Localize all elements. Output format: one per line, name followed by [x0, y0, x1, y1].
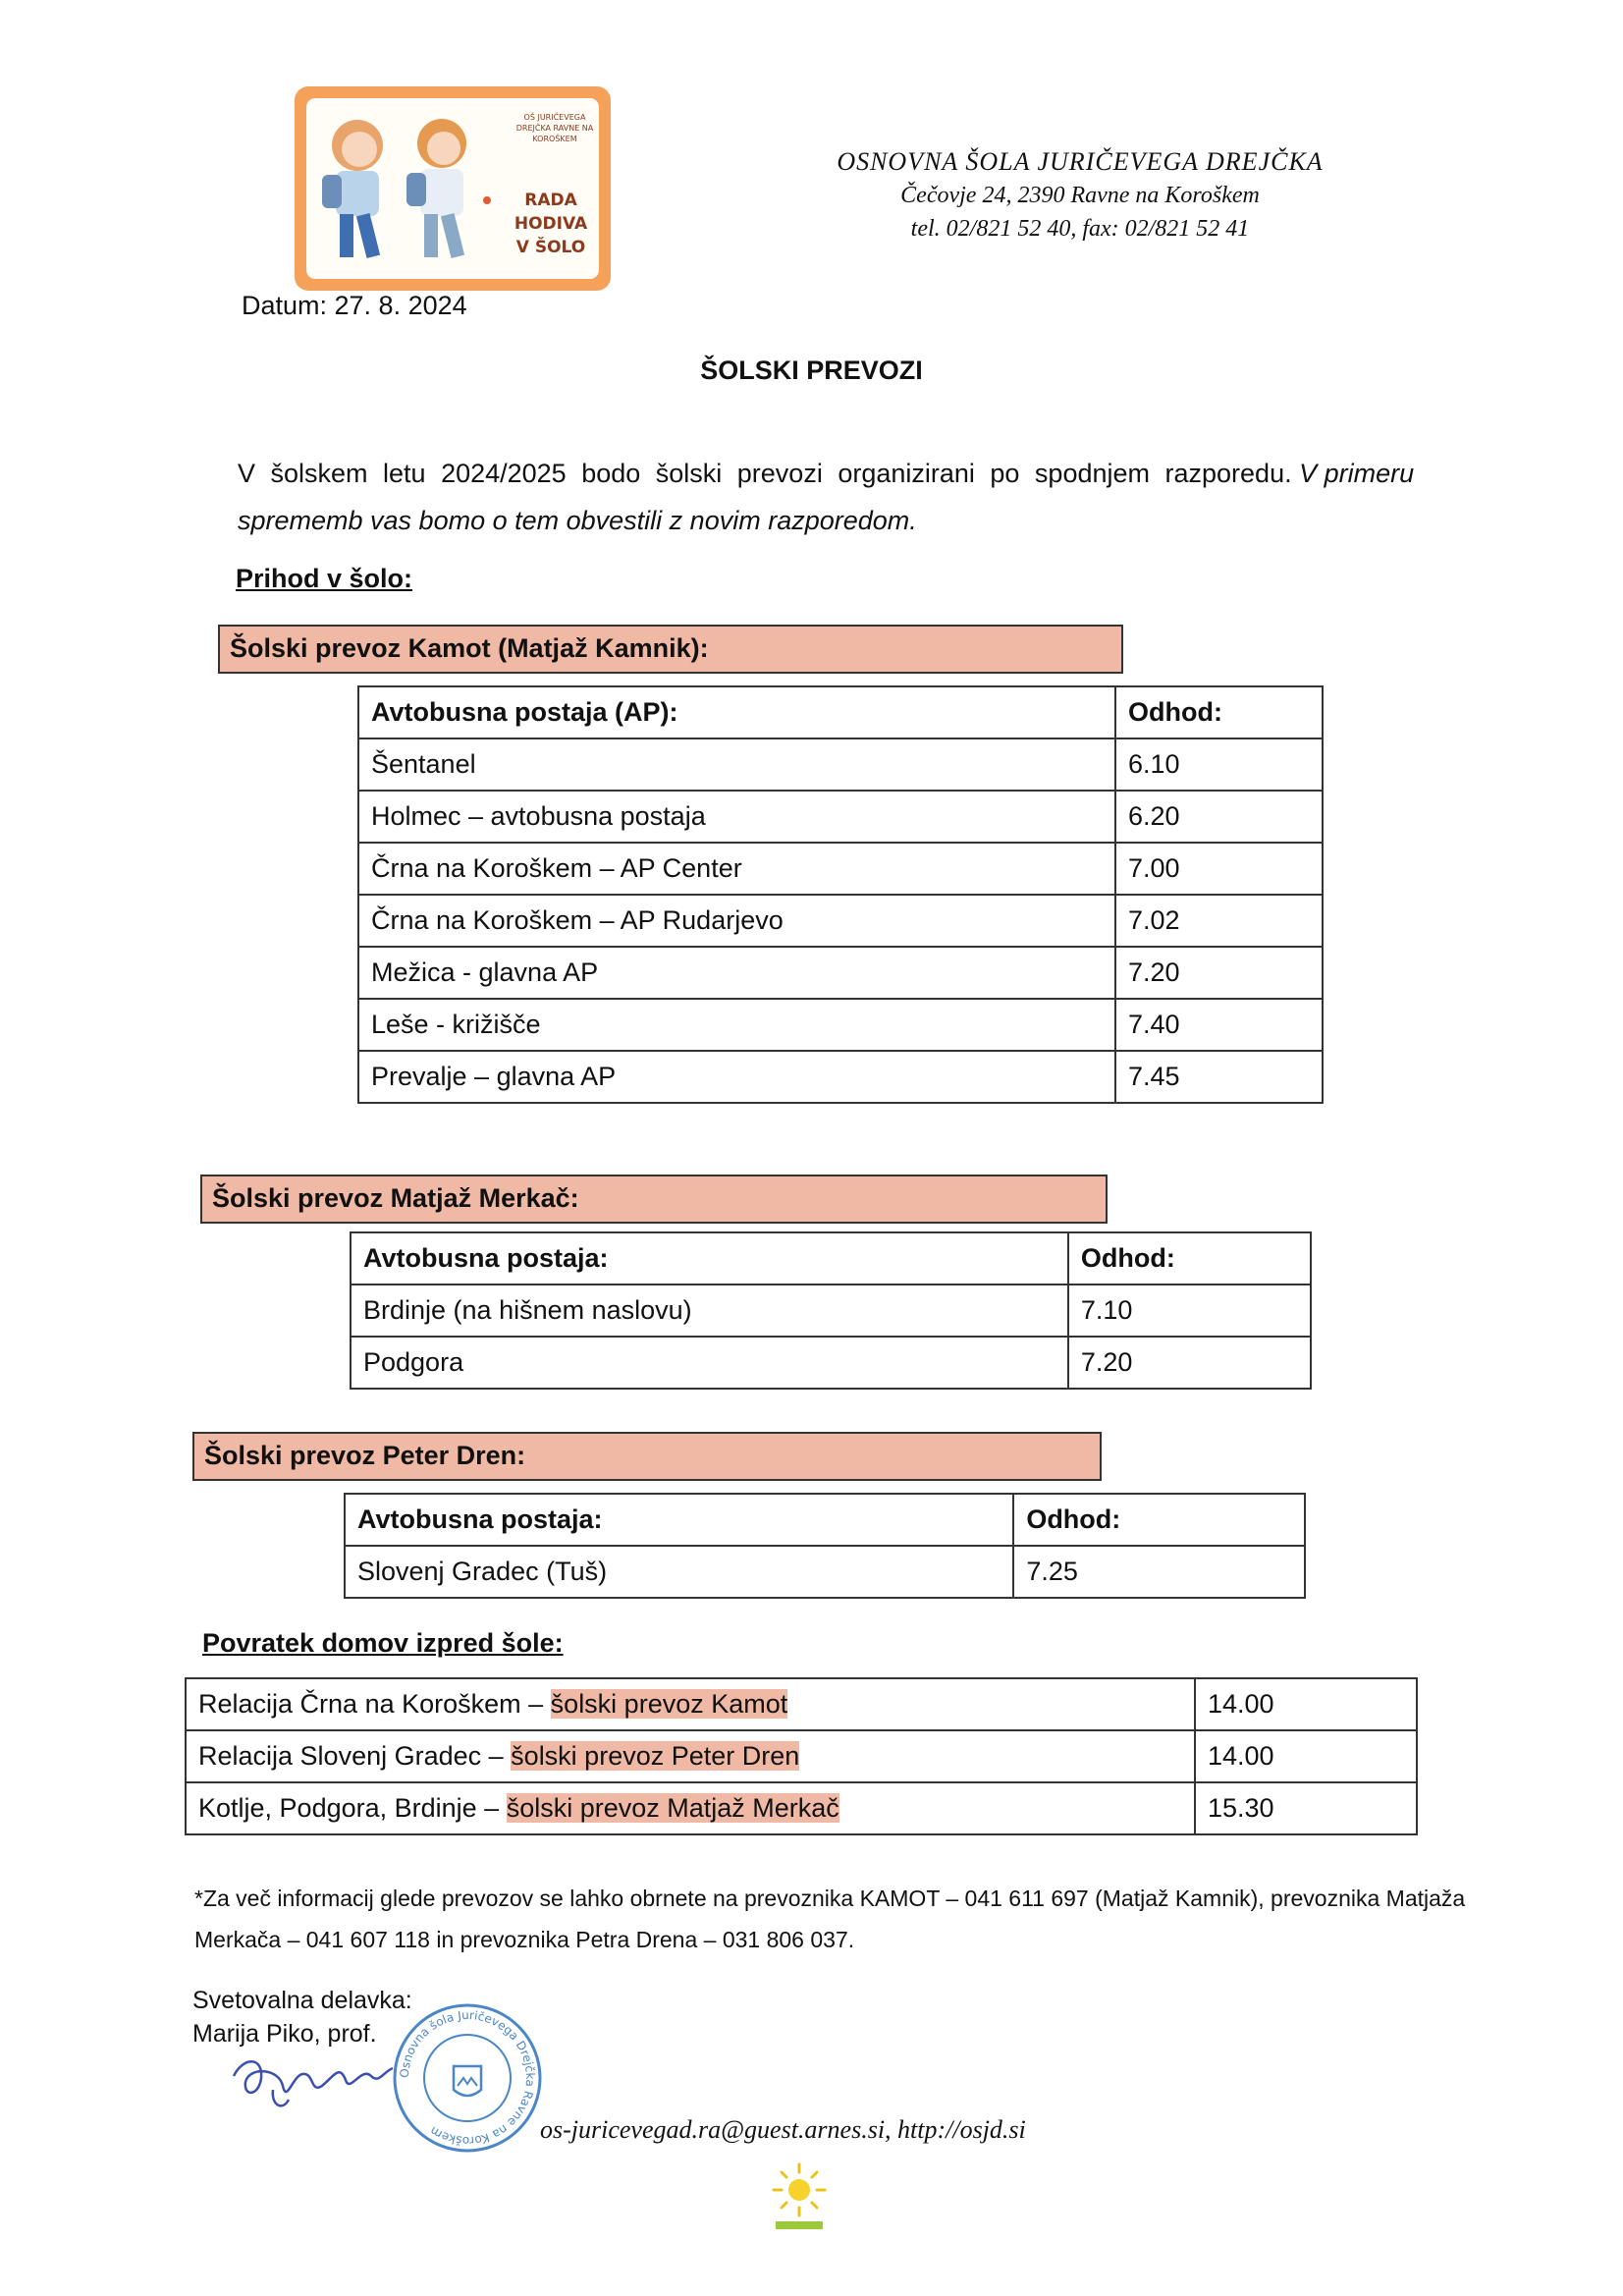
time-cell: 15.30 — [1195, 1782, 1417, 1834]
carrier-highlight: šolski prevoz Kamot — [550, 1689, 788, 1719]
signer-role: Svetovalna delavka: — [192, 1987, 412, 2014]
logo-slogan-line: RADA — [524, 191, 577, 210]
time-cell: 7.20 — [1115, 947, 1323, 999]
table-row — [358, 895, 1323, 947]
station-cell: Leše - križišče — [358, 999, 1115, 1051]
time-cell: 7.25 — [1013, 1546, 1305, 1598]
time-cell: 7.45 — [1115, 1051, 1323, 1103]
document-date: Datum: 27. 8. 2024 — [242, 291, 467, 320]
timetable-dren — [344, 1493, 1306, 1599]
time-cell: 7.10 — [1068, 1285, 1311, 1337]
time-cell: 7.00 — [1115, 843, 1323, 895]
time-cell: 14.00 — [1195, 1678, 1417, 1730]
column-header-time: Odhod: — [1013, 1494, 1305, 1546]
intro-paragraph — [238, 450, 1477, 544]
signature-block — [192, 1984, 412, 2050]
school-phone: tel. 02/821 52 40, fax: 02/821 52 41 — [910, 216, 1250, 242]
intro-text: V šolskem letu 2024/2025 bodo šolski prevozi organizirani po spodnjem razporedu. — [238, 459, 1292, 488]
table-header-row — [358, 686, 1323, 738]
table-row — [358, 1051, 1323, 1103]
column-header-time: Odhod: — [1068, 1232, 1311, 1285]
table-row — [351, 1337, 1311, 1389]
station-cell: Črna na Koroškem – AP Rudarjevo — [358, 895, 1115, 947]
station-cell: Slovenj Gradec (Tuš) — [345, 1546, 1013, 1598]
relation-cell — [186, 1678, 1195, 1730]
school-name: OSNOVNA ŠOLA JURIČEVEGA DREJČKA — [837, 147, 1324, 176]
logo-slogan-line: V ŠOLO — [515, 238, 586, 257]
sun-logo-icon — [760, 2157, 839, 2235]
time-cell: 6.20 — [1115, 791, 1323, 843]
relation-text: Relacija Črna na Koroškem – — [198, 1689, 551, 1719]
table-row — [358, 738, 1323, 791]
table-row — [345, 1546, 1305, 1598]
school-header — [766, 145, 1394, 246]
return-heading: Povratek domov izpred šole: — [202, 1628, 564, 1658]
table-row — [186, 1730, 1417, 1782]
time-cell: 7.02 — [1115, 895, 1323, 947]
time-cell: 6.10 — [1115, 738, 1323, 791]
time-cell: 7.40 — [1115, 999, 1323, 1051]
table-header-row — [351, 1232, 1311, 1285]
intro-text-italic: V primeru sprememb vas bomo o tem obvestili z novim razporedom. — [238, 459, 1415, 535]
school-address: Čečovje 24, 2390 Ravne na Koroškem — [900, 183, 1260, 208]
column-header-station: Avtobusna postaja: — [351, 1232, 1068, 1285]
handwritten-signature — [224, 2047, 401, 2115]
school-stamp — [389, 1999, 546, 2157]
carrier-title-bar: Šolski prevoz Matjaž Merkač: — [200, 1175, 1108, 1224]
table-row — [358, 791, 1323, 843]
contact-line: os-juricevegad.ra@guest.arnes.si, http://osjd.si — [540, 2115, 1026, 2144]
table-row — [358, 947, 1323, 999]
time-cell: 7.20 — [1068, 1337, 1311, 1389]
table-row — [358, 843, 1323, 895]
document-title: ŠOLSKI PREVOZI — [700, 355, 923, 385]
table-row — [358, 999, 1323, 1051]
table-row — [186, 1782, 1417, 1834]
logo-ribbon-text: OŠ JURIČEVEGA DREJČKA RAVNE NA KOROŠKEM — [515, 113, 594, 143]
time-cell: 14.00 — [1195, 1730, 1417, 1782]
logo-slogan-line: HODIVA — [514, 214, 588, 234]
table-header-row — [345, 1494, 1305, 1546]
school-logo — [295, 86, 611, 291]
timetable-kamot — [357, 685, 1324, 1104]
timetable-merkac — [350, 1231, 1312, 1390]
station-cell: Prevalje – glavna AP — [358, 1051, 1115, 1103]
table-row — [351, 1285, 1311, 1337]
station-cell: Holmec – avtobusna postaja — [358, 791, 1115, 843]
footnote: *Za več informacij glede prevozov se lahko obrnete na prevoznika KAMOT – 041 611 697 (Matjaž Kamnik), prevoznika Matjaža Merkača – 041 607 118 in prevoznika Petra Drena – 031 806 037. — [194, 1886, 1466, 1952]
logo-slogan — [509, 189, 593, 259]
carrier-highlight: šolski prevoz Matjaž Merkač — [506, 1793, 839, 1823]
station-cell: Podgora — [351, 1337, 1068, 1389]
return-table — [185, 1677, 1418, 1835]
column-header-station: Avtobusna postaja: — [345, 1494, 1013, 1546]
relation-cell — [186, 1782, 1195, 1834]
station-cell: Šentanel — [358, 738, 1115, 791]
station-cell: Črna na Koroškem – AP Center — [358, 843, 1115, 895]
signer-name: Marija Piko, prof. — [192, 2020, 377, 2048]
station-cell: Brdinje (na hišnem naslovu) — [351, 1285, 1068, 1337]
arrival-heading: Prihod v šolo: — [236, 564, 413, 593]
carrier-highlight: šolski prevoz Peter Dren — [511, 1741, 800, 1771]
relation-text: Relacija Slovenj Gradec – — [198, 1741, 512, 1771]
relation-cell — [186, 1730, 1195, 1782]
carrier-title-bar: Šolski prevoz Peter Dren: — [192, 1432, 1102, 1481]
carrier-title-bar: Šolski prevoz Kamot (Matjaž Kamnik): — [218, 625, 1123, 674]
column-header-time: Odhod: — [1115, 686, 1323, 738]
relation-text: Kotlje, Podgora, Brdinje – — [198, 1793, 507, 1823]
stamp-text: Osnovna šola Juričevega Drejčka Ravne na Koroškem — [397, 2007, 538, 2149]
column-header-station: Avtobusna postaja (AP): — [358, 686, 1115, 738]
station-cell: Mežica - glavna AP — [358, 947, 1115, 999]
table-row — [186, 1678, 1417, 1730]
